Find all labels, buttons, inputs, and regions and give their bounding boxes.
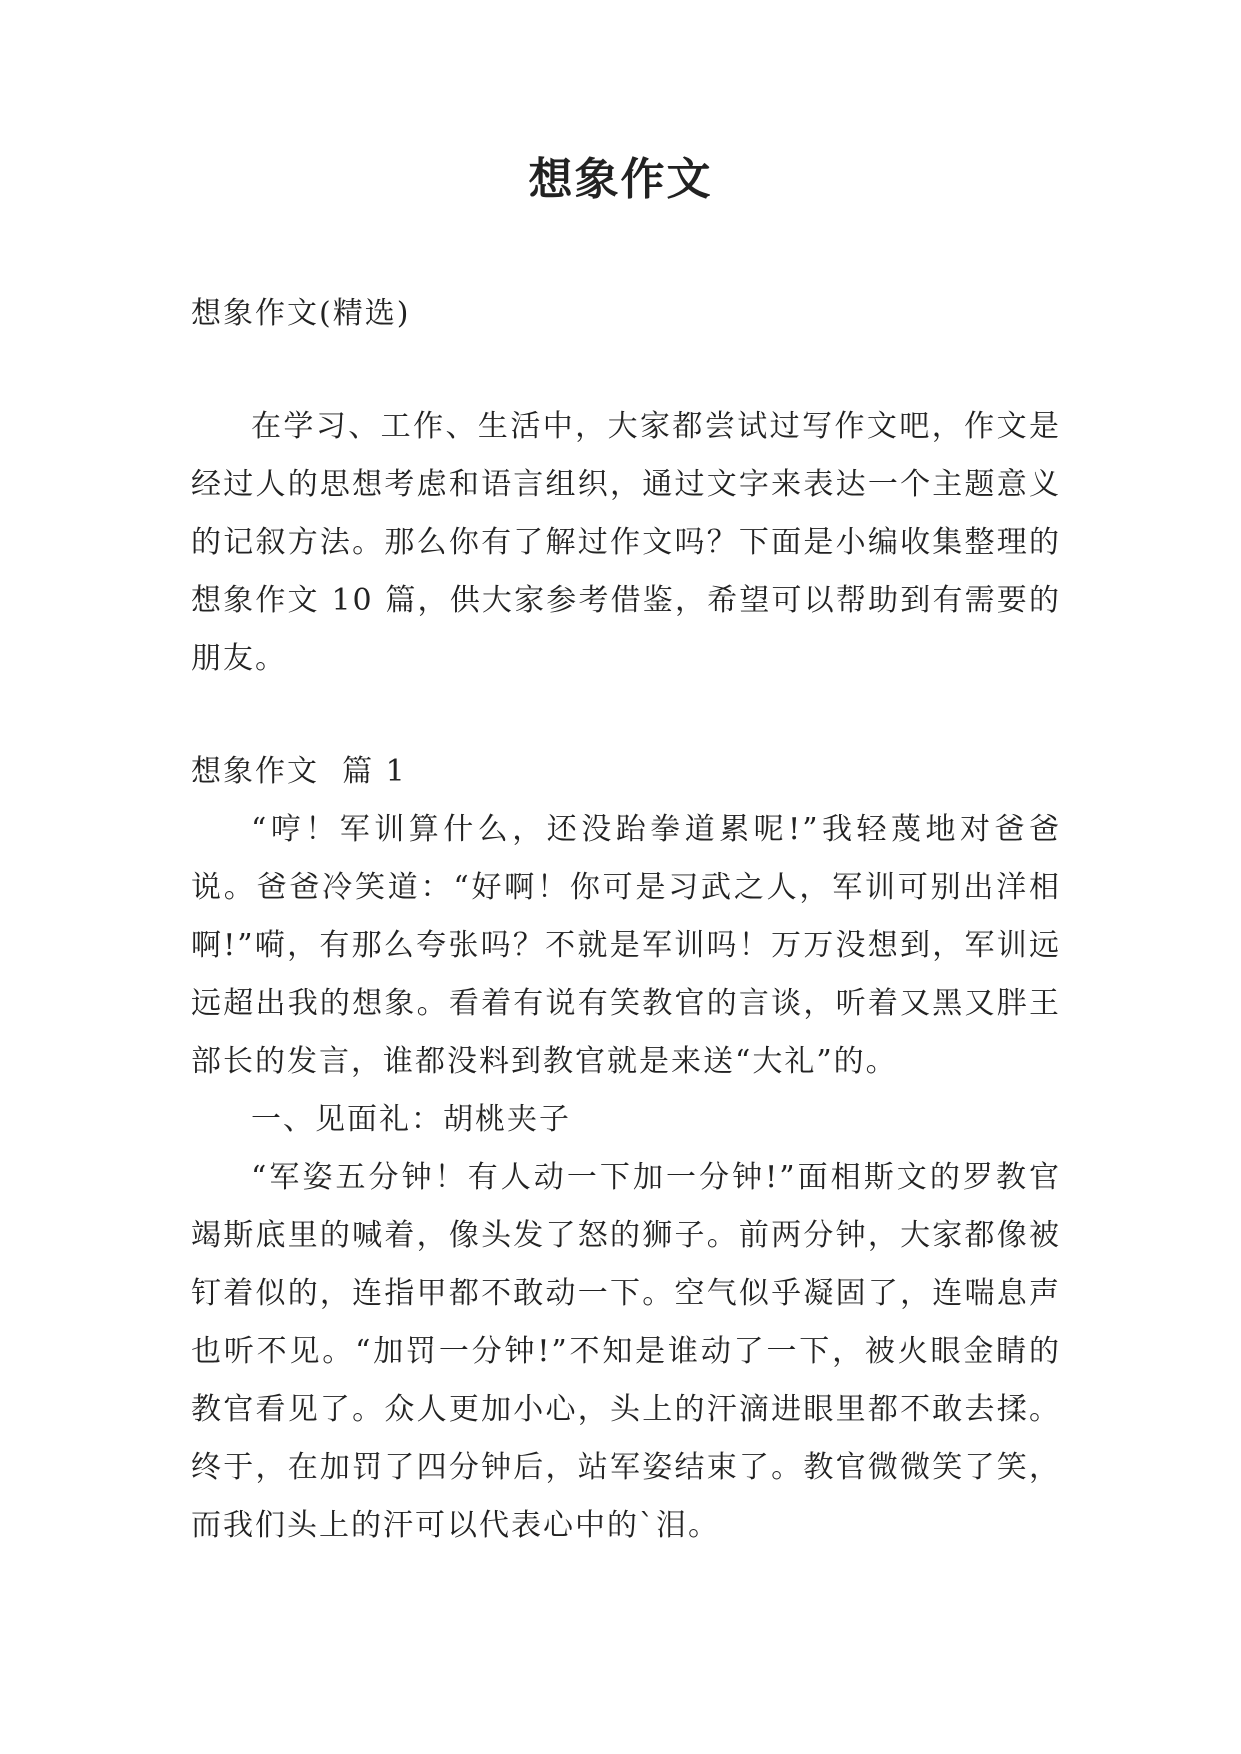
body-paragraph: “哼！军训算什么，还没跆拳道累呢!”我轻蔑地对爸爸说。爸爸冷笑道：“好啊！你可是习武之人，军训可别出洋相啊!”嗬，有那么夸张吗？不就是军训吗！万万没想到，军训远远超出我的想象。看着有说有笑教官的言谈，听着又黑又胖王部长的发言，谁都没料到教官就是来送“大礼”的。 [191, 812, 1061, 1079]
intro-paragraph: 在学习、工作、生活中，大家都尝试过写作文吧，作文是经过人的思想考虑和语言组织，通过文字来表达一个主题意义的记叙方法。那么你有了解过作文吗？下面是小编收集整理的想象作文 10 篇，供大家参考借鉴，希望可以帮助到有需要的朋友。 [191, 409, 1061, 676]
section-heading: 想象作文 篇 1 [191, 754, 407, 789]
sub-heading: 一、见面礼：胡桃夹子 [251, 1102, 571, 1137]
body-paragraph: “军姿五分钟！有人动一下加一分钟!”面相斯文的罗教官竭斯底里的喊着，像头发了怒的狮子。前两分钟，大家都像被钉着似的，连指甲都不敢动一下。空气似乎凝固了，连喘息声也听不见。“加罚一分钟!”不知是谁动了一下，被火眼金睛的教官看见了。众人更加小心，头上的汗滴进眼里都不敢去揉。终于，在加罚了四分钟后，站军姿结束了。教官微微笑了笑，而我们头上的汗可以代表心中的`泪。 [191, 1160, 1061, 1543]
document-body [191, 285, 1061, 1555]
document-subtitle: 想象作文(精选) [191, 296, 411, 331]
document-title: 想象作文 [528, 154, 713, 205]
